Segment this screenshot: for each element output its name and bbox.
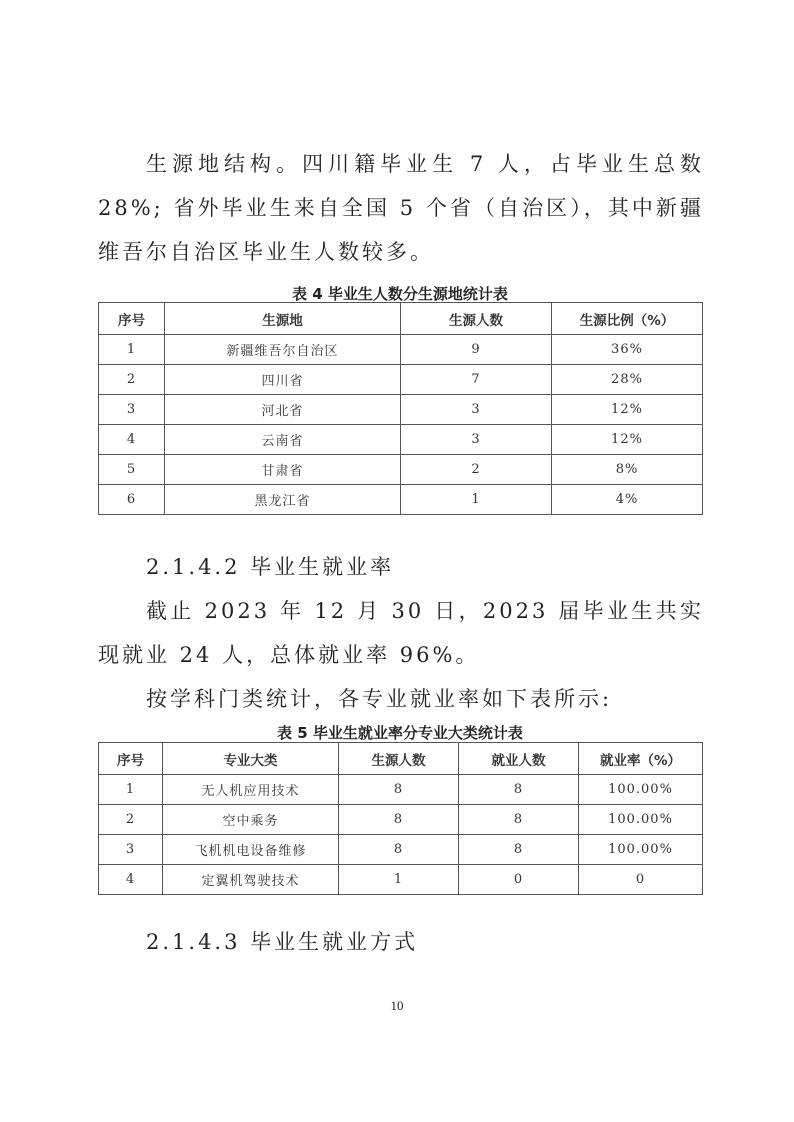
heading-2-1-4-2: 2.1.4.2 毕业生就业率 xyxy=(146,555,395,579)
cell-ratio: 8% xyxy=(552,455,703,485)
cell-index: 1 xyxy=(99,775,163,805)
table5-caption: 表 5 毕业生就业率分专业大类统计表 xyxy=(277,724,523,742)
table4-header-index: 序号 xyxy=(99,303,165,335)
cell-index: 3 xyxy=(99,835,163,865)
cell-graduates: 1 xyxy=(339,865,459,895)
table4-origin-statistics xyxy=(98,302,703,515)
cell-origin: 新疆维吾尔自治区 xyxy=(165,335,401,365)
heading-2-1-4-3: 2.1.4.3 毕业生就业方式 xyxy=(146,930,419,954)
paragraph-origin-structure: 生源地结构。四川籍毕业生 7 人，占毕业生总数 28%; 省外毕业生来自全国 5 个省（自治区），其中新疆维吾尔自治区毕业生人数较多。 xyxy=(98,152,704,264)
cell-rate: 100.00% xyxy=(579,805,703,835)
table4-header-origin: 生源地 xyxy=(165,303,401,335)
cell-rate: 100.00% xyxy=(579,775,703,805)
cell-ratio: 28% xyxy=(552,365,703,395)
cell-origin: 河北省 xyxy=(165,395,401,425)
cell-count: 2 xyxy=(401,455,552,485)
cell-employed: 0 xyxy=(459,865,579,895)
cell-origin: 黑龙江省 xyxy=(165,485,401,515)
table4-caption: 表 4 毕业生人数分生源地统计表 xyxy=(292,285,508,303)
paragraph-employment-summary: 截止 2023 年 12 月 30 日，2023 届毕业生共实现就业 24 人，总体就业率 96%。 xyxy=(98,599,704,667)
cell-ratio: 12% xyxy=(552,425,703,455)
cell-category: 定翼机驾驶技术 xyxy=(163,865,339,895)
cell-ratio: 36% xyxy=(552,335,703,365)
table-row xyxy=(99,865,703,895)
cell-origin: 云南省 xyxy=(165,425,401,455)
table5-header-index: 序号 xyxy=(99,743,163,775)
table-row xyxy=(99,335,703,365)
table-row xyxy=(99,425,703,455)
table-row xyxy=(99,395,703,425)
cell-count: 1 xyxy=(401,485,552,515)
cell-index: 6 xyxy=(99,485,165,515)
cell-employed: 8 xyxy=(459,775,579,805)
cell-origin: 四川省 xyxy=(165,365,401,395)
cell-rate: 100.00% xyxy=(579,835,703,865)
cell-index: 2 xyxy=(99,805,163,835)
cell-ratio: 4% xyxy=(552,485,703,515)
page-number: 10 xyxy=(390,998,404,1013)
cell-index: 2 xyxy=(99,365,165,395)
table5-header-row xyxy=(99,743,703,775)
cell-count: 3 xyxy=(401,425,552,455)
cell-employed: 8 xyxy=(459,805,579,835)
cell-origin: 甘肃省 xyxy=(165,455,401,485)
cell-count: 7 xyxy=(401,365,552,395)
cell-index: 4 xyxy=(99,425,165,455)
cell-category: 空中乘务 xyxy=(163,805,339,835)
cell-employed: 8 xyxy=(459,835,579,865)
cell-count: 9 xyxy=(401,335,552,365)
cell-graduates: 8 xyxy=(339,805,459,835)
table4-header-ratio: 生源比例（%） xyxy=(552,303,703,335)
table-row xyxy=(99,775,703,805)
cell-rate: 0 xyxy=(579,865,703,895)
table5-header-category: 专业大类 xyxy=(163,743,339,775)
cell-index: 5 xyxy=(99,455,165,485)
table-row xyxy=(99,365,703,395)
cell-graduates: 8 xyxy=(339,775,459,805)
table5-header-employed: 就业人数 xyxy=(459,743,579,775)
cell-category: 无人机应用技术 xyxy=(163,775,339,805)
table-row xyxy=(99,455,703,485)
table4-header-row xyxy=(99,303,703,335)
cell-index: 1 xyxy=(99,335,165,365)
table-row xyxy=(99,485,703,515)
table-row xyxy=(99,835,703,865)
cell-ratio: 12% xyxy=(552,395,703,425)
table-row xyxy=(99,805,703,835)
cell-count: 3 xyxy=(401,395,552,425)
table5-header-rate: 就业率（%） xyxy=(579,743,703,775)
table5-header-graduates: 生源人数 xyxy=(339,743,459,775)
cell-index: 4 xyxy=(99,865,163,895)
table4-header-count: 生源人数 xyxy=(401,303,552,335)
table5-employment-by-category xyxy=(98,742,703,895)
cell-graduates: 8 xyxy=(339,835,459,865)
paragraph-by-category-intro: 按学科门类统计，各专业就业率如下表所示: xyxy=(146,687,613,711)
cell-index: 3 xyxy=(99,395,165,425)
cell-category: 飞机机电设备维修 xyxy=(163,835,339,865)
